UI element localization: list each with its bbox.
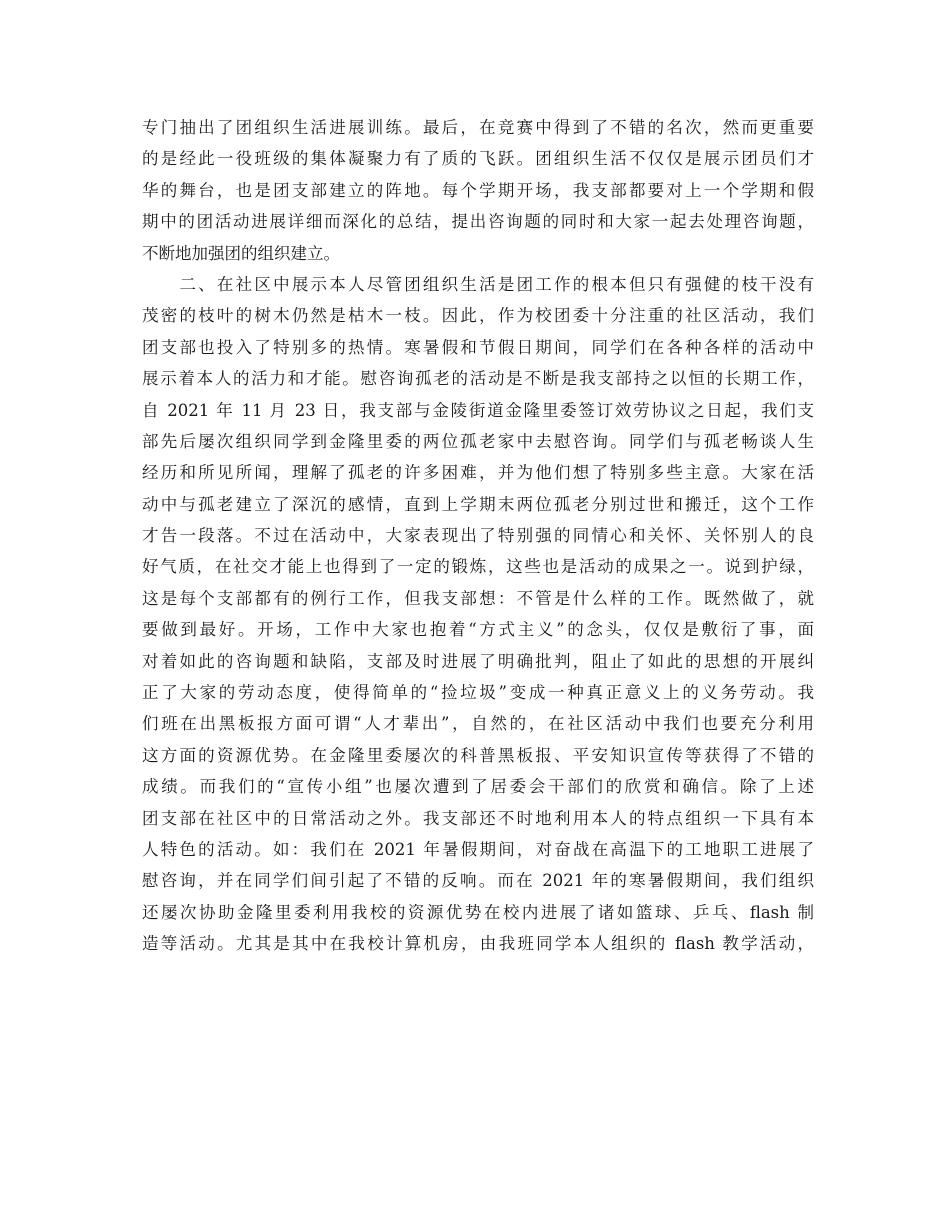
- text-line: 展示着本人的活力和才能。慰咨询孤老的活动是不断是我支部持之以恒的长期工作，: [142, 369, 814, 389]
- text-line: 才告一段落。不过在活动中，大家表现出了特别强的同情心和关怀、关怀别人的良: [142, 526, 814, 546]
- body-text: [142, 112, 814, 960]
- text-line: 期中的团活动进展详细而深化的总结，提出咨询题的同时和大家一起去处理咨询题，: [142, 212, 814, 232]
- text-line: 还屡次协助金隆里委利用我校的资源优势在校内进展了诸如篮球、乒乓、flash 制: [142, 902, 814, 922]
- text-line: 们班在出黑板报方面可谓“人才辈出”，自然的，在社区活动中我们也要充分利用: [142, 714, 814, 734]
- text-line: 自 2021 年 11 月 23 日，我支部与金陵街道金隆里委签订效劳协议之日起，我们支: [142, 400, 814, 420]
- text-line: 这是每个支部都有的例行工作，但我支部想：不管是什么样的工作。既然做了，就: [142, 588, 814, 608]
- text-line: 二、在社区中展示本人尽管团组织生活是团工作的根本但只有强健的枝干没有: [142, 274, 814, 294]
- text-line: 经历和所见所闻，理解了孤老的许多困难，并为他们想了特别多些主意。大家在活: [142, 463, 814, 483]
- text-line: 团支部在社区中的日常活动之外。我支部还不时地利用本人的特点组织一下具有本: [142, 808, 814, 828]
- text-line: 专门抽出了团组织生活进展训练。最后，在竞赛中得到了不错的名次，然而更重要: [142, 118, 814, 137]
- text-line: 动中与孤老建立了深沉的感情，直到上学期末两位孤老分别过世和搬迁，这个工作: [142, 494, 814, 514]
- text-line: 造等活动。尤其是其中在我校计算机房，由我班同学本人组织的 flash 教学活动，: [142, 934, 814, 954]
- text-line: 华的舞台，也是团支部建立的阵地。每个学期开场，我支部都要对上一个学期和假: [142, 180, 814, 200]
- text-line: 部先后屡次组织同学到金隆里委的两位孤老家中去慰咨询。同学们与孤老畅谈人生: [142, 431, 814, 451]
- text-line: 正了大家的劳动态度，使得简单的“捡垃圾”变成一种真正意义上的义务劳动。我: [142, 683, 814, 703]
- text-line: 这方面的资源优势。在金隆里委屡次的科普黑板报、平安知识宣传等获得了不错的: [142, 745, 814, 765]
- paragraph-1: [142, 112, 814, 269]
- text-line: 对着如此的咨询题和缺陷，支部及时进展了明确批判，阻止了如此的思想的开展纠: [142, 651, 814, 671]
- text-line: 要做到最好。开场，工作中大家也抱着“方式主义”的念头，仅仅是敷衍了事，面: [142, 620, 814, 640]
- text-line: 茂密的枝叶的树木仍然是枯木一枝。因此，作为校团委十分注重的社区活动，我们: [142, 306, 814, 326]
- text-line: 慰咨询，并在同学们间引起了不错的反响。而在 2021 年的寒暑假期间，我们组织: [142, 871, 814, 891]
- text-line: 好气质，在社交才能上也得到了一定的锻炼，这些也是活动的成果之一。说到护绿，: [142, 557, 814, 577]
- text-line: 成绩。而我们的“宣传小组”也屡次遭到了居委会干部们的欣赏和确信。除了上述: [142, 777, 814, 797]
- text-line: 人特色的活动。如：我们在 2021 年暑假期间，对奋战在高温下的工地职工进展了: [142, 839, 814, 859]
- paragraph-2: [142, 269, 814, 960]
- text-line: 团支部也投入了特别多的热情。寒暑假和节假日期间，同学们在各种各样的活动中: [142, 337, 814, 357]
- text-line: 的是经此一役班级的集体凝聚力有了质的飞跃。团组织生活不仅仅是展示团员们才: [142, 149, 814, 169]
- text-line: 不断地加强团的组织建立。: [142, 243, 340, 263]
